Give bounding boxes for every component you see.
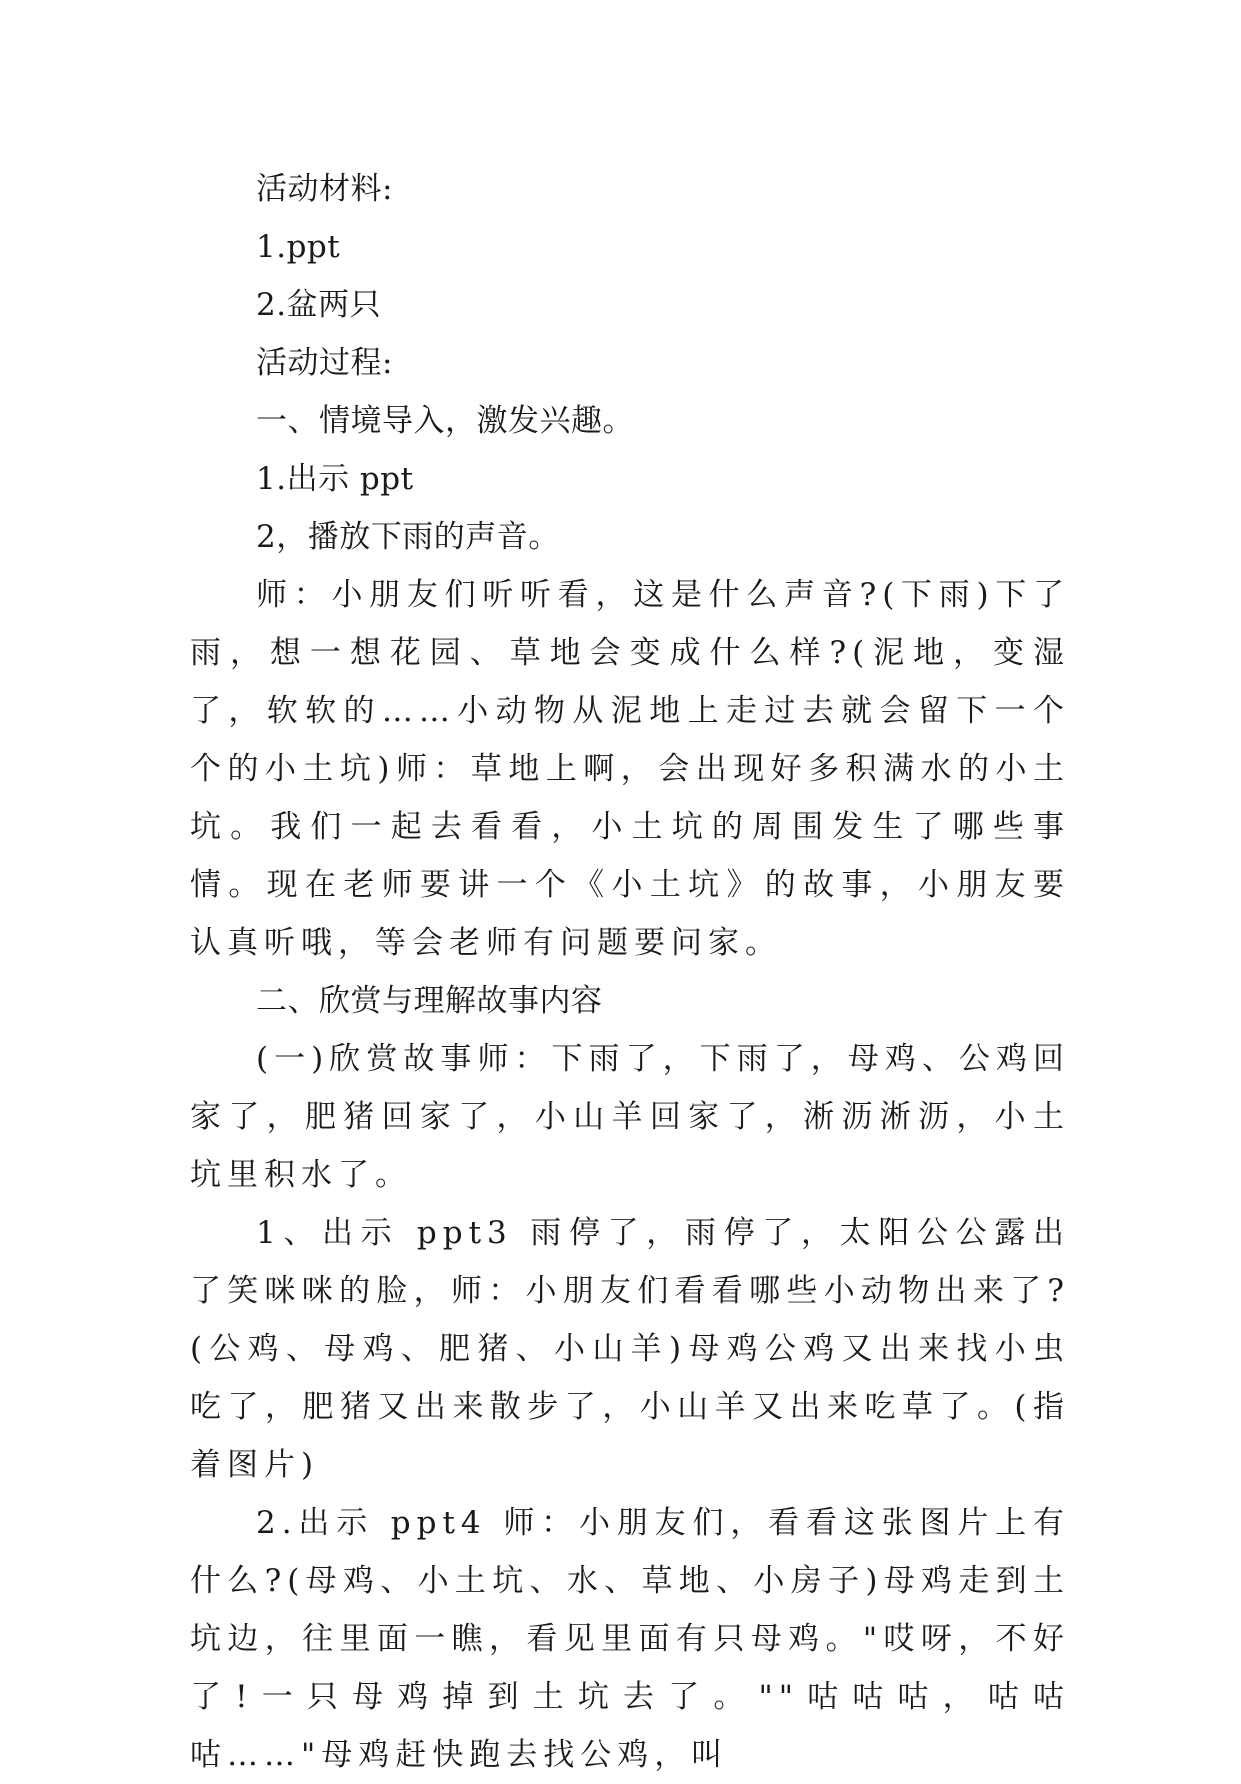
process-heading: 活动过程: [256,345,393,381]
teacher-intro-paragraph: 师：小朋友们听听看，这是什么声音?(下雨)下了雨，想一想花园、草地会变成什么样?(泥地，变湿了，软软的……小动物从泥地上走过去就会留下一个个的小土坑)师：草地上啊，会出现好多积满水的小土坑。我们一起去看看，小土坑的周围发生了哪些事情。现在老师要讲一个《小土坑》的故事，小朋友要认真听哦，等会老师有问题要问家。 [190,577,1070,961]
story-paragraph-1: (一)欣赏故事师：下雨了，下雨了，母鸡、公鸡回家了，肥猪回家了，小山羊回家了，淅沥淅沥，小土坑里积水了。 [190,1041,1070,1193]
step-1: 1.出示 ppt [256,461,414,497]
section-1-heading: 一、情境导入，激发兴趣。 [256,403,634,439]
section-2-heading: 二、欣赏与理解故事内容 [256,983,603,1019]
material-item-2: 2.盆两只 [256,287,382,323]
story-paragraph-3: 2.出示 ppt4 师：小朋友们，看看这张图片上有什么?(母鸡、小土坑、水、草地、小房子)母鸡走到土坑边，往里面一瞧，看见里面有只母鸡。"哎呀，不好了!一只母鸡掉到土坑去了。""咕咕咕，咕咕咕……"母鸡赶快跑去找公鸡，叫 [190,1505,1070,1773]
story-paragraph-2: 1、出示 ppt3 雨停了，雨停了，太阳公公露出了笑咪咪的脸，师：小朋友们看看哪些小动物出来了?(公鸡、母鸡、肥猪、小山羊)母鸡公鸡又出来找小虫吃了，肥猪又出来散步了，小山羊又出来吃草了。(指着图片) [190,1215,1070,1483]
material-item-1: 1.ppt [256,229,341,265]
document-body [190,160,1070,1784]
step-2: 2，播放下雨的声音。 [256,519,560,555]
materials-heading: 活动材料: [256,171,393,207]
